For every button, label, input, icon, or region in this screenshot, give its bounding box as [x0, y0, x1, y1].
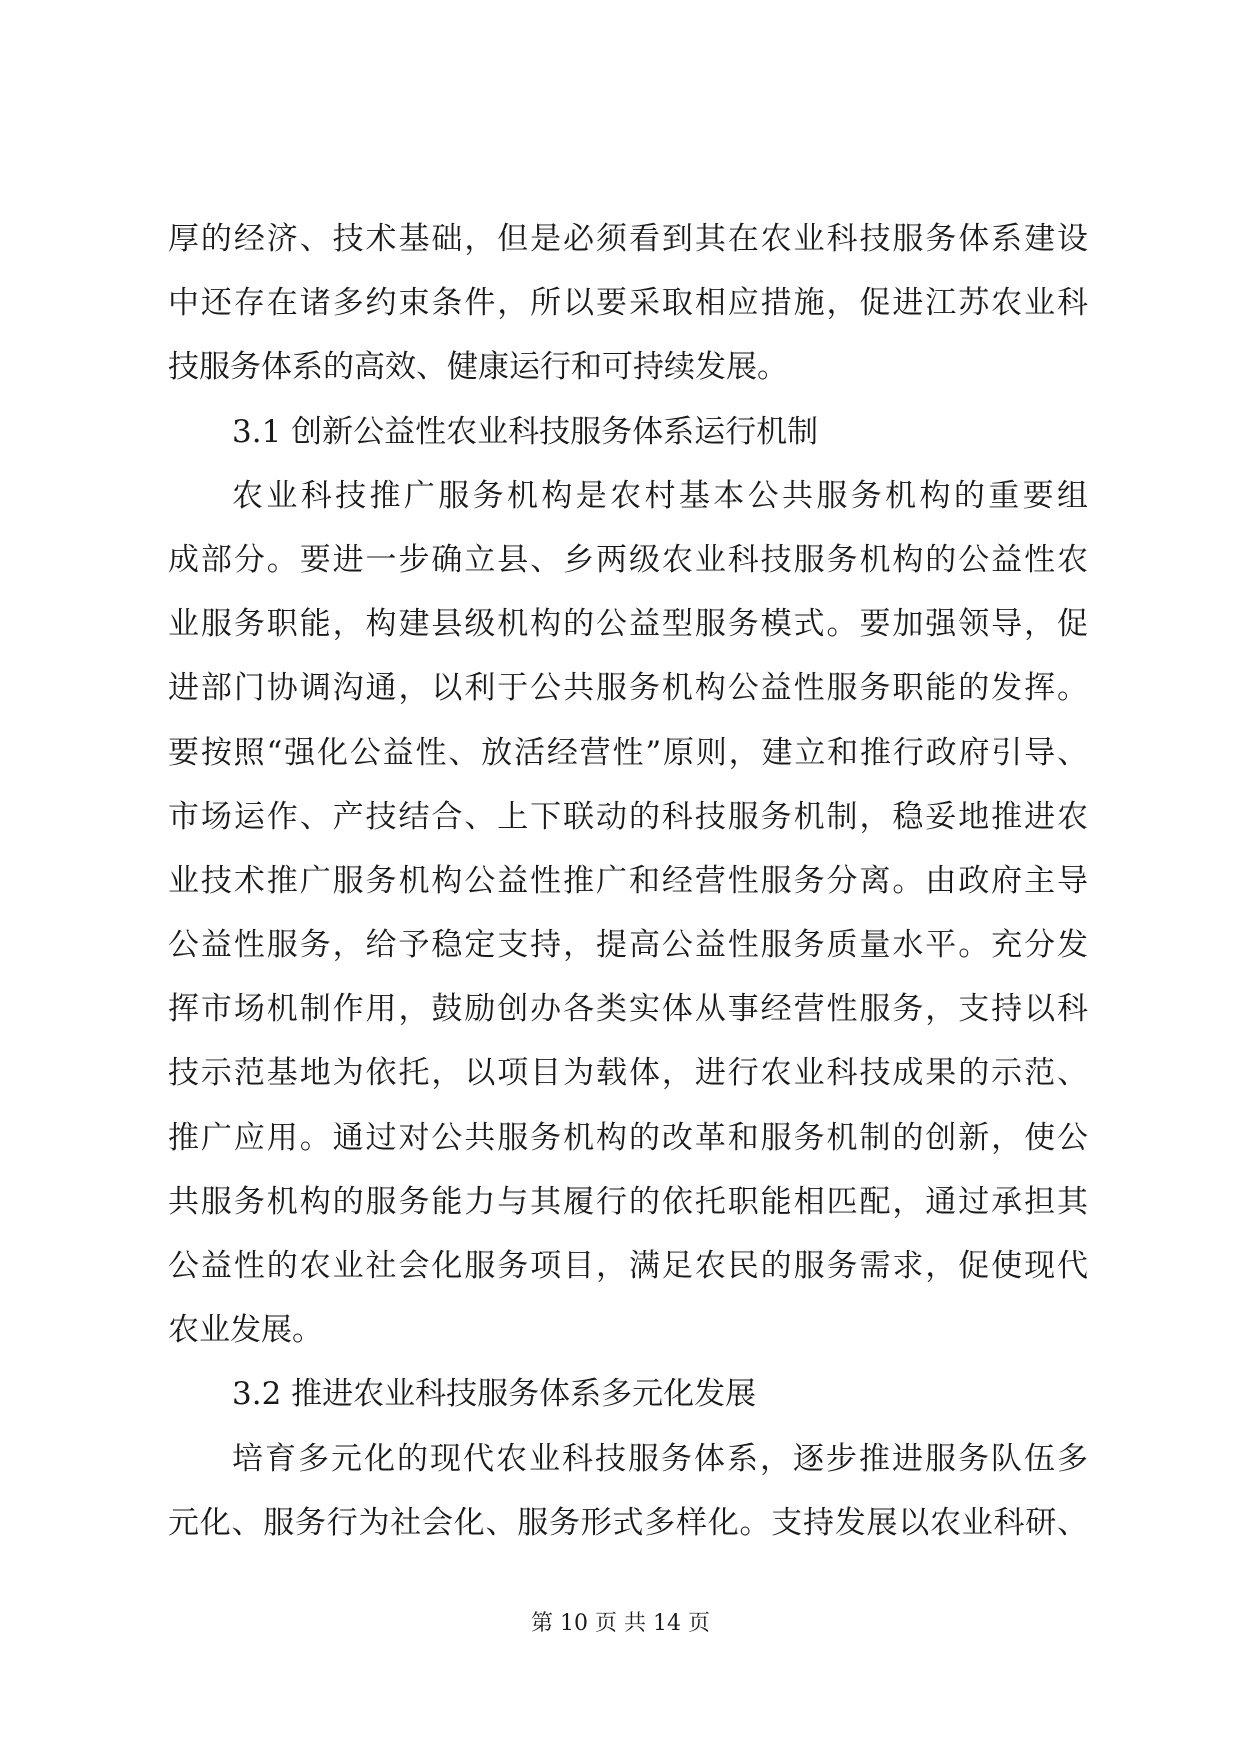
- section-heading-3-2: 3.2 推进农业科技服务体系多元化发展: [232, 1376, 757, 1413]
- paragraph-line: 厚的经济、技术基础，但是必须看到其在农业科技服务体系建设: [168, 221, 1088, 257]
- paragraph-line: 成部分。要进一步确立县、乡两级农业科技服务机构的公益性农: [168, 541, 1088, 578]
- paragraph-line: 共服务机构的服务能力与其履行的依托职能相匹配，通过承担其: [168, 1183, 1088, 1220]
- paragraph-line: 推广应用。通过对公共服务机构的改革和服务机制的创新，使公: [168, 1119, 1088, 1156]
- paragraph-line: 挥市场机制作用，鼓励创办各类实体从事经营性服务，支持以科: [168, 991, 1088, 1028]
- paragraph-line: 农业发展。: [168, 1312, 323, 1349]
- section-heading-3-1: 3.1 创新公益性农业科技服务体系运行机制: [232, 413, 819, 450]
- page-number-label: 第 10 页 共 14 页: [531, 1611, 710, 1636]
- paragraph-line: 要按照“强化公益性、放活经营性”原则，建立和推行政府引导、: [168, 734, 1088, 771]
- page-footer: [0, 1610, 1241, 1638]
- paragraph-line: 进部门协调沟通，以利于公共服务机构公益性服务职能的发挥。: [168, 670, 1088, 707]
- paragraph-line: 业服务职能，构建县级机构的公益型服务模式。要加强领导，促: [168, 606, 1088, 643]
- paragraph-line: 业技术推广服务机构公益性推广和经营性服务分离。由政府主导: [168, 862, 1088, 899]
- paragraph-line: 公益性的农业社会化服务项目，满足农民的服务需求，促使现代: [168, 1248, 1088, 1284]
- body-text: [168, 221, 1088, 1572]
- paragraph-line: 技服务体系的高效、健康运行和可持续发展。: [168, 349, 788, 386]
- paragraph-line: 公益性服务，给予稳定支持，提高公益性服务质量水平。充分发: [168, 927, 1088, 964]
- paragraph-line: 培育多元化的现代农业科技服务体系，逐步推进服务队伍多: [232, 1440, 1088, 1477]
- paragraph-line: 市场运作、产技结合、上下联动的科技服务机制，稳妥地推进农: [168, 798, 1088, 835]
- paragraph-line: 技示范基地为依托，以项目为载体，进行农业科技成果的示范、: [168, 1055, 1088, 1092]
- paragraph-line: 中还存在诸多约束条件，所以要采取相应措施，促进江苏农业科: [168, 285, 1088, 322]
- paragraph-line: 农业科技推广服务机构是农村基本公共服务机构的重要组: [232, 477, 1088, 514]
- paragraph-line: 元化、服务行为社会化、服务形式多样化。支持发展以农业科研、: [168, 1504, 1088, 1541]
